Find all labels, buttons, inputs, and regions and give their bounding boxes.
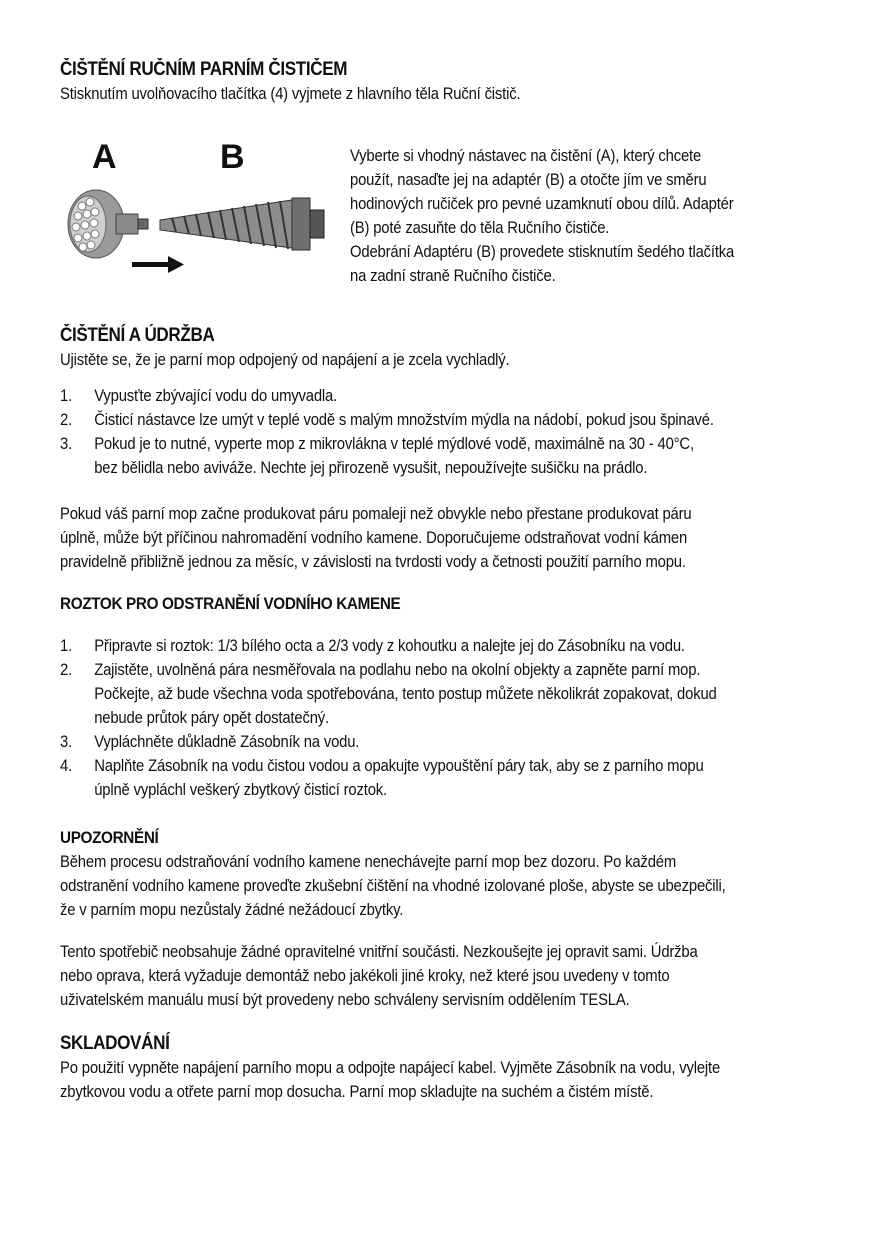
list-item [60, 408, 744, 432]
attachment-illustration [60, 144, 350, 294]
warning-paragraph-line: že v parním mopu nezůstaly žádné nežádoucí zbytky. [60, 901, 404, 919]
list-item-text: Vypláchněte důkladně Zásobník na vodu. [94, 733, 360, 751]
figure-text-line: použít, nasaďte jej na adaptér (B) a otočte jím ve směru [350, 171, 707, 189]
list-item-number: 2. [60, 661, 73, 679]
list-item-text: Počkejte, až bude všechna voda spotřebována, tento postup můžete několikrát zopakovat, dokud [94, 685, 717, 703]
warning-paragraph-line: Během procesu odstraňování vodního kamene nenechávejte parní mop bez dozoru. Po každém [60, 853, 677, 871]
list-item-text: Vypusťte zbývající vodu do umyvadla. [94, 387, 338, 405]
figure-text-line: Vyberte si vhodný nástavec na čistění (A), který chcete [350, 147, 702, 165]
figure-label-b: B [220, 144, 245, 176]
list-item-text: nebude průtok páry opět dostatečný. [94, 709, 329, 727]
adapter-icon [160, 198, 324, 250]
section-title-descaling-solution: ROZTOK PRO ODSTRANĚNÍ VODNÍHO KAMENE [60, 594, 401, 613]
repair-paragraph-line: Tento spotřebič neobsahuje žádné opravitelné vnitřní součásti. Nezkoušejte jej opravit sami. Údržba [60, 943, 698, 961]
descaling-steps-list [60, 634, 820, 802]
list-item-number: 3. [60, 733, 73, 751]
section-title-storage: SKLADOVÁNÍ [60, 1033, 170, 1054]
list-item-text: Připravte si roztok: 1/3 bílého octa a 2/3 vody z kohoutku a nalejte jej do Zásobníku na vodu. [94, 637, 685, 655]
list-item-continuation [60, 706, 744, 730]
list-item-continuation [60, 682, 744, 706]
list-item-number: 1. [60, 387, 73, 405]
list-item-text: Čisticí nástavce lze umýt v teplé vodě s malým množstvím mýdla na nádobí, pokud jsou špinavé. [94, 411, 714, 429]
maintenance-steps-list [60, 384, 820, 480]
list-item [60, 384, 744, 408]
list-item-text: Pokud je to nutné, vyperte mop z mikrovlákna v teplé mýdlové vodě, maximálně na 30 - 40°C, [94, 435, 694, 453]
list-item-number: 1. [60, 637, 73, 655]
list-item-continuation [60, 778, 744, 802]
descaling-paragraph-line: Pokud váš parní mop začne produkovat páru pomaleji než obvykle nebo přestane produkovat páru [60, 505, 692, 523]
storage-paragraph-line: zbytkovou vodu a otřete parní mop dosucha. Parní mop skladujte na suchém a čistém místě. [60, 1083, 654, 1101]
list-item [60, 754, 744, 778]
list-item-text: Zajistěte, uvolněná pára nesměřovala na podlahu nebo na okolní objekty a zapněte parní mop. [94, 661, 701, 679]
list-item-text: bez bělidla nebo aviváže. Nechte jej přirozeně vysušit, nepoužívejte sušičku na prádlo. [94, 459, 648, 477]
brush-nozzle-icon [68, 190, 148, 258]
list-item [60, 658, 744, 682]
figure-text-line: hodinových ručiček pro pevné uzamknutí obou dílů. Adaptér [350, 195, 734, 213]
brush-adapter-illustration [60, 144, 350, 294]
section-intro: Stisknutím uvolňovacího tlačítka (4) vyjmete z hlavního těla Ruční čistič. [60, 85, 521, 103]
list-item-number: 2. [60, 411, 73, 429]
list-item-number: 4. [60, 757, 73, 775]
list-item-number: 3. [60, 435, 73, 453]
list-item [60, 730, 744, 754]
storage-paragraph-line: Po použití vypněte napájení parního mopu a odpojte napájecí kabel. Vyjměte Zásobník na vodu, vylejte [60, 1059, 721, 1077]
section-title-cleaning-maintenance: ČIŠTĚNÍ A ÚDRŽBA [60, 325, 215, 346]
repair-paragraph-line: nebo oprava, která vyžaduje demontáž nebo jakékoli jiné kroky, než které jsou uvedeny v tomto [60, 967, 670, 985]
repair-paragraph-line: uživatelském manuálu musí být provedeny nebo schváleny servisním oddělením TESLA. [60, 991, 630, 1009]
list-item [60, 432, 744, 456]
attachment-instructions [350, 144, 820, 294]
warning-paragraph-line: odstranění vodního kamene proveďte zkušební čištění na vhodné izolované ploše, abyste se ubezpečili, [60, 877, 726, 895]
figure-text-line: Odebrání Adaptéru (B) provedete stisknutím šedého tlačítka [350, 243, 735, 261]
section-title-handheld-cleaning: ČIŠTĚNÍ RUČNÍM PARNÍM ČISTIČEM [60, 59, 348, 80]
list-item-continuation [60, 456, 744, 480]
list-item-text: Naplňte Zásobník na vodu čistou vodou a opakujte vypouštění páry tak, aby se z parního mopu [94, 757, 704, 775]
section-title-warning: UPOZORNĚNÍ [60, 828, 159, 847]
section-intro: Ujistěte se, že je parní mop odpojený od napájení a je zcela vychladlý. [60, 351, 510, 369]
insert-arrow-icon [132, 256, 184, 273]
figure-text-line: na zadní straně Ručního čističe. [350, 267, 556, 285]
descaling-paragraph-line: úplně, může být příčinou nahromadění vodního kamene. Doporučujeme odstraňovat vodní kámen [60, 529, 688, 547]
manual-page [60, 58, 820, 1104]
list-item [60, 634, 744, 658]
descaling-paragraph-line: pravidelně přibližně jednou za měsíc, v závislosti na tvrdosti vody a četnosti použití parního mopu. [60, 553, 686, 571]
list-item-text: úplně vypláchl veškerý zbytkový čisticí roztok. [94, 781, 387, 799]
attachment-figure-row [60, 144, 820, 294]
figure-label-a: A [92, 144, 117, 176]
figure-text-line: (B) poté zasuňte do těla Ručního čističe. [350, 219, 610, 237]
